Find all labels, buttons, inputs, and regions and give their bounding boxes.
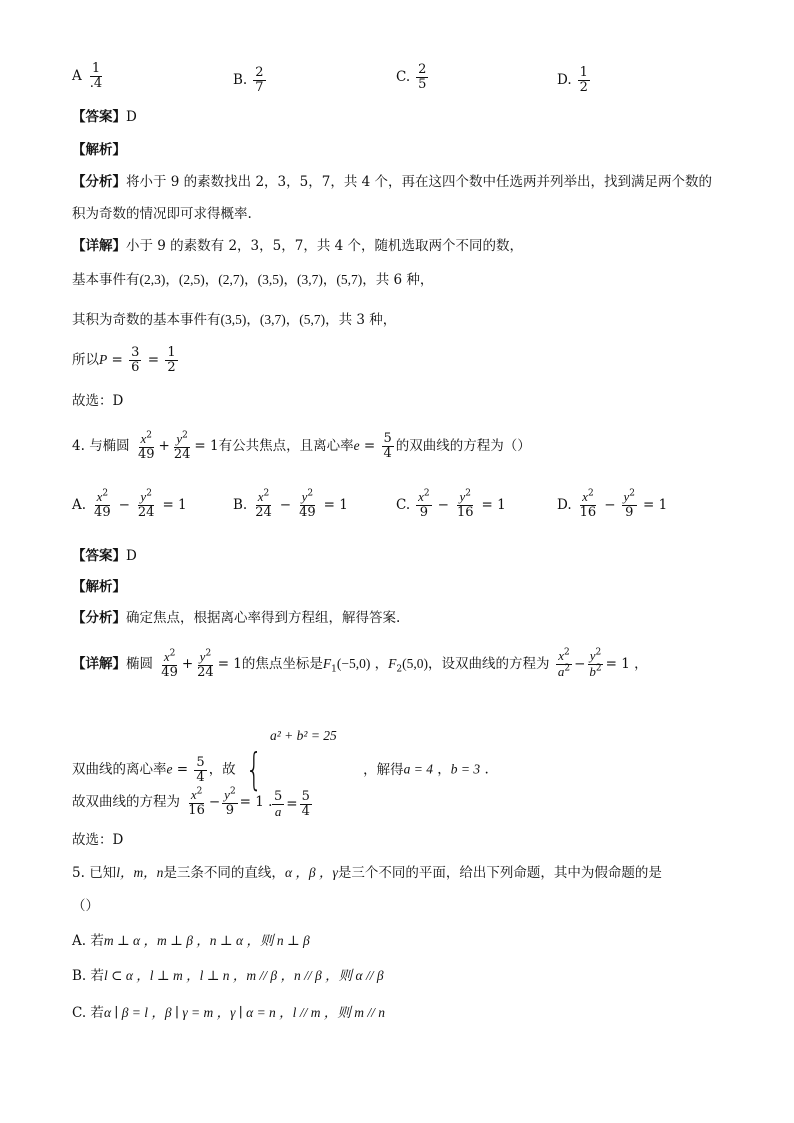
q3-option-c: C. $\frac{2}{5}$: [396, 62, 427, 92]
equation-system: { a² + b² = 25 $\frac{5}{a}$ = $\frac{5}{4}$: [245, 728, 337, 819]
q3-option-d: D. $\frac{1}{2}$: [557, 65, 588, 95]
q5-option-c: C. 若α ∣ β = l ，β ∣ γ = m ，γ ∣ α = n ，l // m ，则 m // n: [72, 1005, 385, 1021]
q4-stem: 4. 与椭圆 $\frac{x^2}{49}$ + $\frac{y^2}{24}$ = 1有公共焦点，且离心率e = $\frac{5}{4}$ 的双曲线的方程为（）: [72, 430, 531, 462]
q3-fenxi-line2: 积为奇数的情况即可求得概率.: [72, 206, 252, 222]
q4-option-d: D. $\frac{x^2}{16}$ − $\frac{y^2}{9}$ = 1: [557, 488, 668, 520]
q4-option-b: B. $\frac{x^2}{24}$ − $\frac{y^2}{49}$ = 1: [233, 488, 348, 520]
q3-analysis-tag: 【解析】: [72, 142, 126, 158]
q3-odd-events: 其积为奇数的基本事件有(3,5)，(3,7)，(5,7)，共 3 种，: [72, 312, 397, 328]
q5-stem: 5. 已知l，m，n是三条不同的直线，α ，β ，γ是三个不同的平面，给出下列命题，其中为假命题的是: [72, 865, 662, 881]
q3-detail-line1: 【详解】小于 9 的素数有 2，3，5，7，共 4 个，随机选取两个不同的数，: [72, 238, 523, 254]
q3-probability: 所以P = $\frac{3}{6}$ = $\frac{1}{2}$: [72, 345, 176, 375]
q3-option-b: B. $\frac{2}{7}$: [233, 65, 264, 95]
q3-fenxi-line1: 【分析】将小于 9 的素数找出 2，3，5，7，共 4 个，再在这四个数中任选两并列举出，找到满足两个数的: [72, 174, 712, 190]
q5-option-b: B. 若l ⊂ α ，l ⊥ m ，l ⊥ n ，m // β ，n // β ，则 α // β: [72, 968, 384, 984]
q3-basic-events: 基本事件有(2,3)，(2,5)，(2,7)，(3,5)，(3,7)，(5,7)，共 6 种，: [72, 272, 434, 288]
fraction: $\frac{1}{.4}$: [89, 61, 103, 91]
q4-choose: 故选：D: [72, 832, 124, 848]
q4-option-a: A. $\frac{x^2}{49}$ − $\frac{y^2}{24}$ = 1: [72, 488, 187, 520]
q5-option-a: A. 若m ⊥ α ，m ⊥ β ，n ⊥ α ，则 n ⊥ β: [72, 933, 310, 949]
q5-paren: （）: [72, 898, 99, 914]
q3-choose: 故选：D: [72, 393, 124, 409]
q4-detail: 【详解】椭圆 $\frac{x^2}{49}$ + $\frac{y^2}{24}$ = 1的焦点坐标是$F_1(-5,0)$ ，$F_2(5,0)$，设双曲线的方程为 $\frac{x^2}{a^2}$ − $\frac{y^2}{b^2}$ = 1 ，: [72, 648, 648, 680]
q4-analysis-tag: 【解析】: [72, 579, 126, 595]
q4-answer: 【答案】D: [72, 548, 137, 564]
q4-option-c: C. $\frac{x^2}{9}$ − $\frac{y^2}{16}$ = 1: [396, 488, 506, 520]
q3-answer: 【答案】D: [72, 109, 137, 125]
q4-system: 双曲线的离心率e = $\frac{5}{4}$ ，故 { a² + b² = 25 $\frac{5}{a}$ = $\frac{5}{4}$ ，解得a = 4 ，b = 3 .: [72, 704, 489, 836]
q3-option-a: A $\frac{1}{.4}$: [72, 61, 103, 91]
q4-fenxi: 【分析】确定焦点，根据离心率得到方程组，解得答案.: [72, 610, 401, 626]
q4-conclusion: 故双曲线的方程为 $\frac{x^2}{16}$ − $\frac{y^2}{9}$ = 1 .: [72, 786, 273, 818]
